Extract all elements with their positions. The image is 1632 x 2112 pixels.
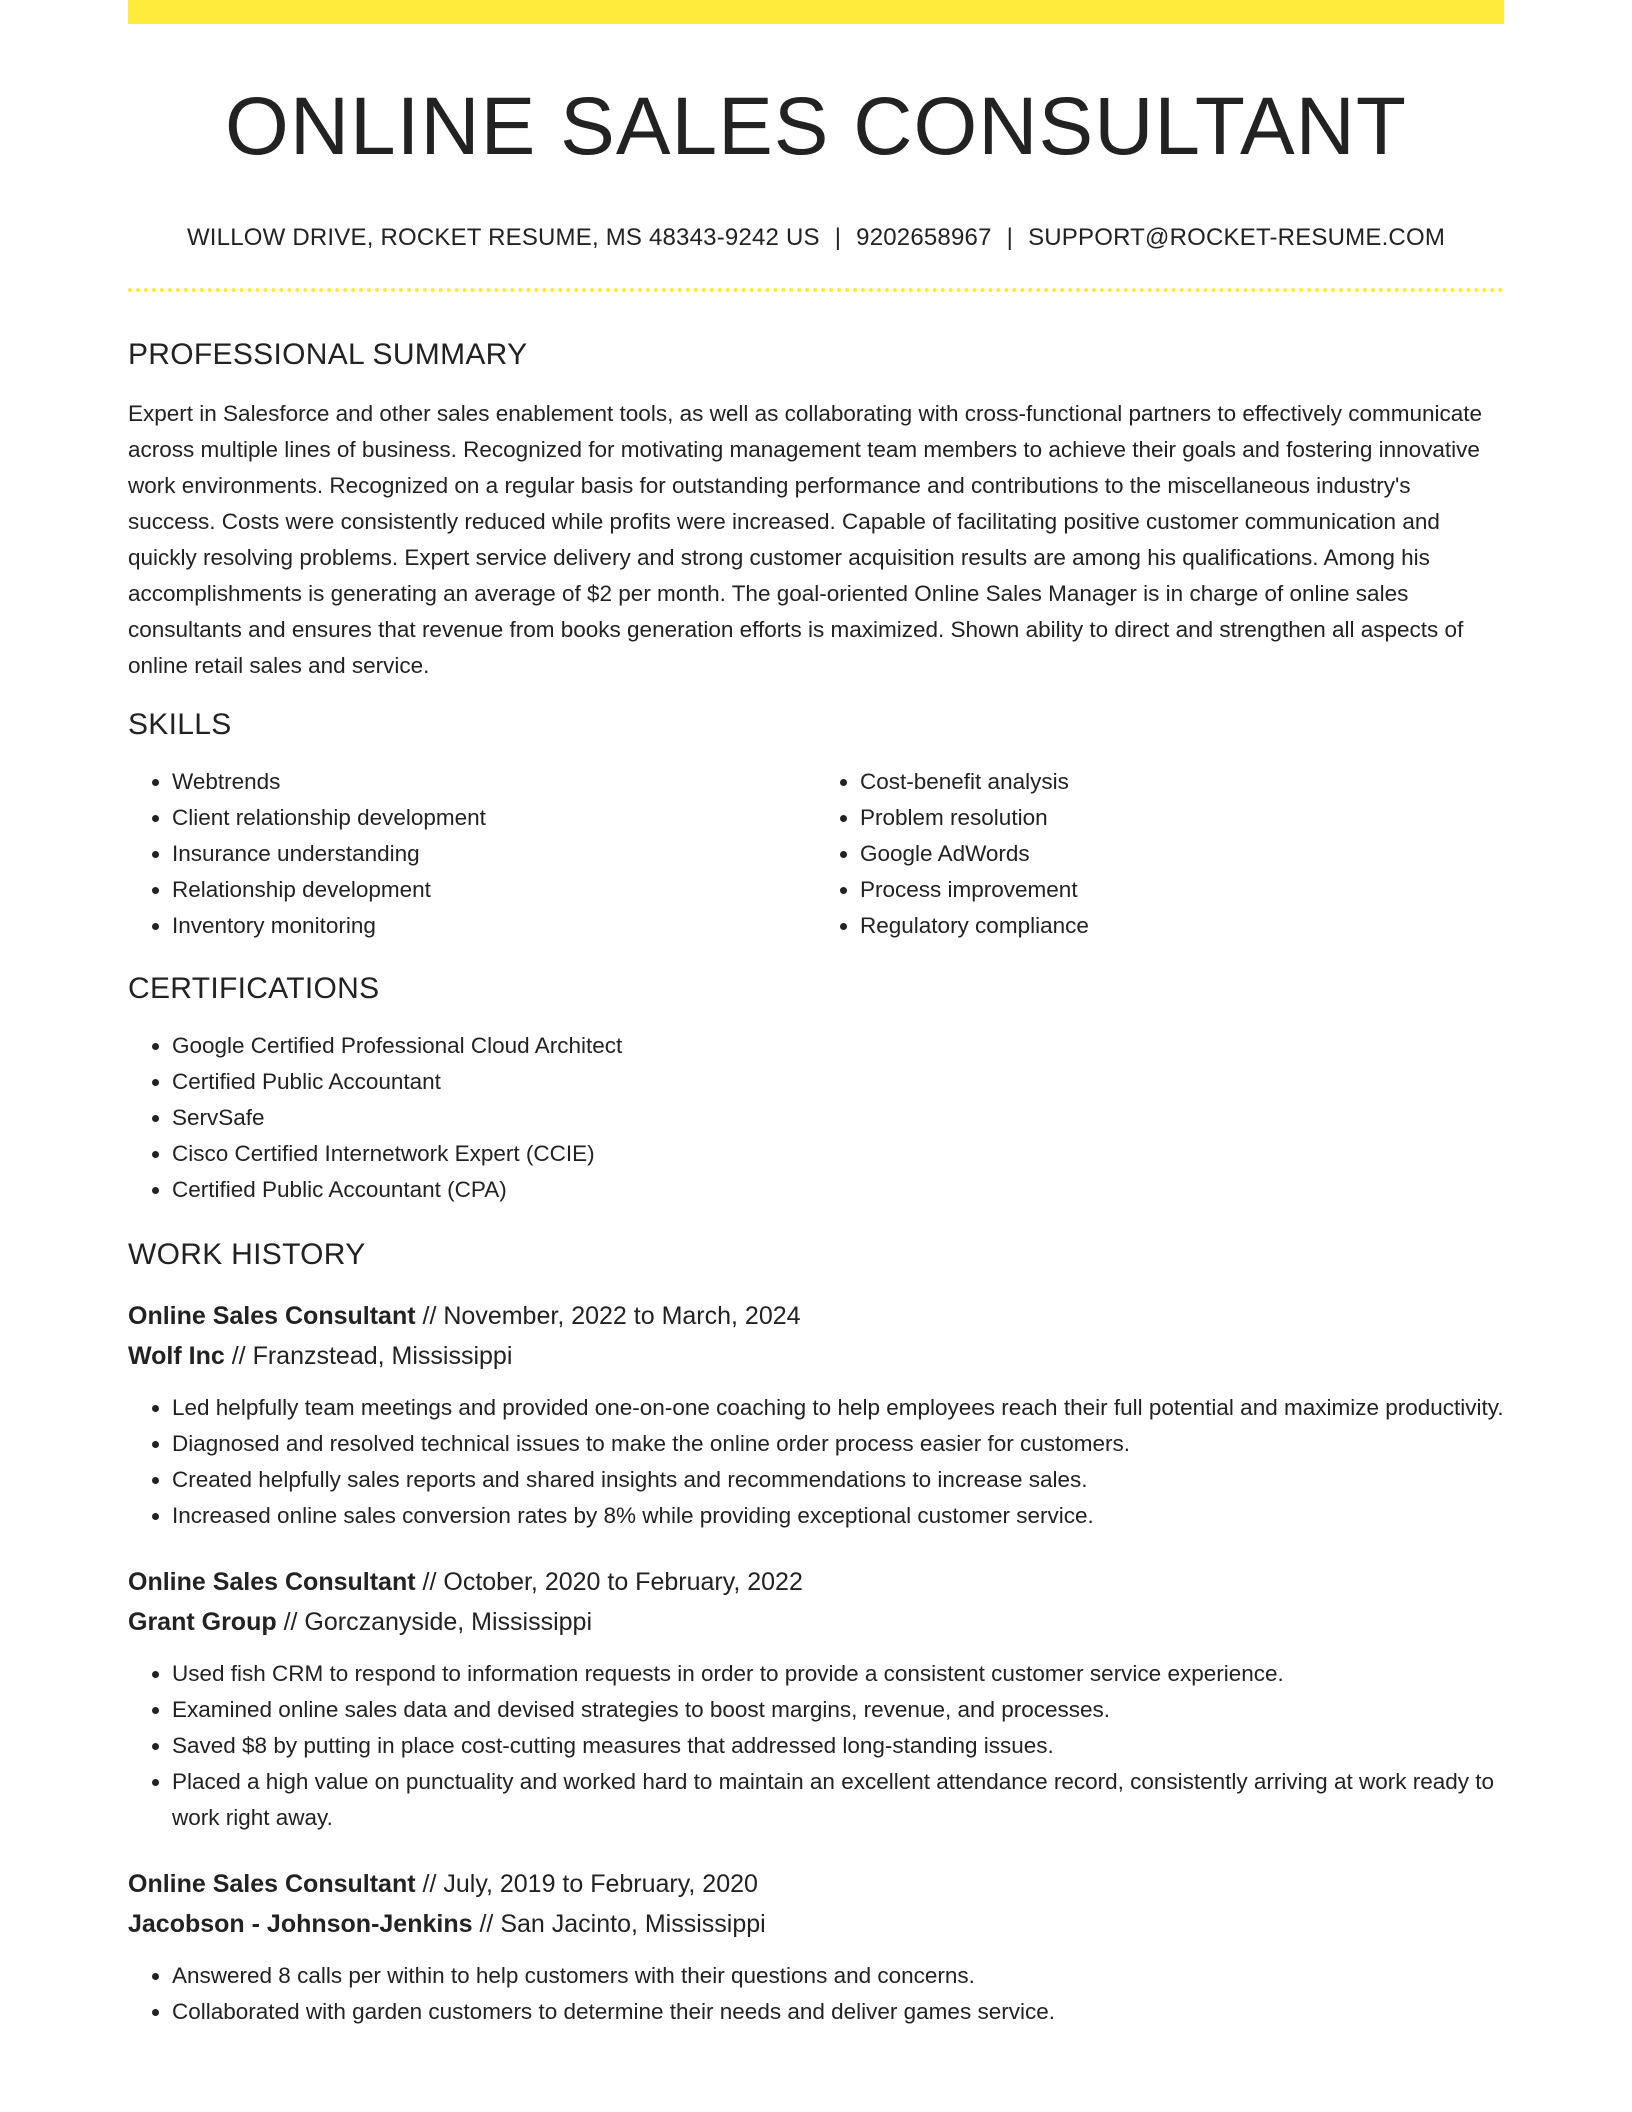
dotted-divider (128, 288, 1504, 292)
job-entry (128, 1296, 1504, 1534)
certifications-heading: CERTIFICATIONS (128, 972, 380, 1005)
job-company-line (128, 1602, 1504, 1642)
work-history-heading: WORK HISTORY (128, 1238, 366, 1271)
job-bullets (128, 1656, 1504, 1836)
skill-item: • Inventory monitoring (172, 908, 816, 944)
job-divider: // (479, 1910, 494, 1938)
job-bullet: • Used fish CRM to respond to information requests in order to provide a consistent customer service experience. (172, 1656, 1504, 1692)
job-dates: October, 2020 to February, 2022 (443, 1568, 803, 1596)
skill-item: • Regulatory compliance (860, 908, 1504, 944)
job-bullet: • Increased online sales conversion rates by 8% while providing exceptional customer service. (172, 1498, 1504, 1534)
job-bullets (128, 1390, 1504, 1534)
skill-item: • Cost-benefit analysis (860, 764, 1504, 800)
job-bullet: • Saved $8 by putting in place cost-cutting measures that addressed long-standing issues. (172, 1728, 1504, 1764)
job-entry (128, 1864, 1504, 2030)
skill-item: • Google AdWords (860, 836, 1504, 872)
accent-top-bar (128, 0, 1504, 24)
job-dates: July, 2019 to February, 2020 (443, 1870, 758, 1898)
skill-item: • Problem resolution (860, 800, 1504, 836)
job-company: Wolf Inc (128, 1342, 225, 1370)
contact-line (128, 226, 1504, 250)
contact-separator: | (1006, 224, 1014, 251)
contact-phone: 9202658967 (856, 224, 992, 251)
job-divider: // (283, 1608, 298, 1636)
job-bullet: • Led helpfully team meetings and provided one-on-one coaching to help employees reach their full potential and maximize productivity. (172, 1390, 1504, 1426)
job-location: San Jacinto, Mississippi (500, 1910, 766, 1938)
contact-separator: | (834, 224, 842, 251)
resume-name: ONLINE SALES CONSULTANT (225, 81, 1407, 172)
contact-email: SUPPORT@ROCKET-RESUME.COM (1028, 224, 1446, 251)
job-title-line (128, 1562, 1504, 1602)
job-divider: // (231, 1342, 246, 1370)
skills-right-list (816, 764, 1504, 944)
job-bullet: • Diagnosed and resolved technical issues to make the online order process easier for customers. (172, 1426, 1504, 1462)
job-bullet: • Collaborated with garden customers to determine their needs and deliver games service. (172, 1994, 1504, 2030)
skills-heading: SKILLS (128, 708, 232, 741)
job-bullet: • Examined online sales data and devised strategies to boost margins, revenue, and processes. (172, 1692, 1504, 1728)
job-dates: November, 2022 to March, 2024 (443, 1302, 801, 1330)
skills-left-list (128, 764, 816, 944)
certification-item: • Certified Public Accountant (CPA) (172, 1172, 1504, 1208)
skill-item: • Client relationship development (172, 800, 816, 836)
job-location: Gorczanyside, Mississippi (304, 1608, 593, 1636)
job-divider: // (422, 1302, 437, 1330)
summary-text: Expert in Salesforce and other sales enablement tools, as well as collaborating with cross-functional partners to effectively communicate across multiple lines of business. Recognized for motivating management team members to achieve their goals and fostering innovative work environments. Recognized on a regular basis for outstanding performance and contributions to the miscellaneous industry's success. Costs were consistently reduced while profits were increased. Capable of facilitating positive customer communication and quickly resolving problems. Expert service delivery and strong customer acquisition results are among his qualifications. Among his accomplishments is generating an average of $2 per month. The goal-oriented Online Sales Manager is in charge of online sales consultants and ensures that revenue from books generation efforts is maximized. Shown ability to direct and strengthen all aspects of online retail sales and service. (128, 401, 1483, 678)
skill-item: • Relationship development (172, 872, 816, 908)
resume-page (128, 0, 1504, 2030)
job-company-line (128, 1904, 1504, 1944)
job-role: Online Sales Consultant (128, 1870, 416, 1898)
job-title-line (128, 1864, 1504, 1904)
certification-item: • Certified Public Accountant (172, 1064, 1504, 1100)
job-company: Grant Group (128, 1608, 277, 1636)
job-divider: // (422, 1870, 437, 1898)
job-company-line (128, 1336, 1504, 1376)
certification-item: • ServSafe (172, 1100, 1504, 1136)
job-bullets (128, 1958, 1504, 2030)
job-location: Franzstead, Mississippi (252, 1342, 513, 1370)
certifications-list (128, 1028, 1504, 1208)
contact-address: WILLOW DRIVE, ROCKET RESUME, MS 48343-9242 US (186, 224, 820, 251)
skills-columns (128, 764, 1504, 944)
job-company: Jacobson - Johnson-Jenkins (128, 1910, 473, 1938)
job-bullet: • Placed a high value on punctuality and worked hard to maintain an excellent attendance record, consistently arriving at work ready to work right away. (172, 1764, 1504, 1836)
job-role: Online Sales Consultant (128, 1302, 416, 1330)
summary-heading: PROFESSIONAL SUMMARY (128, 338, 528, 371)
job-bullet: • Created helpfully sales reports and shared insights and recommendations to increase sales. (172, 1462, 1504, 1498)
skill-item: • Webtrends (172, 764, 816, 800)
job-bullet: • Answered 8 calls per within to help customers with their questions and concerns. (172, 1958, 1504, 1994)
job-entry (128, 1562, 1504, 1836)
certification-item: • Google Certified Professional Cloud Architect (172, 1028, 1504, 1064)
job-title-line (128, 1296, 1504, 1336)
skill-item: • Process improvement (860, 872, 1504, 908)
certification-item: • Cisco Certified Internetwork Expert (CCIE) (172, 1136, 1504, 1172)
job-role: Online Sales Consultant (128, 1568, 416, 1596)
job-divider: // (422, 1568, 437, 1596)
skill-item: • Insurance understanding (172, 836, 816, 872)
